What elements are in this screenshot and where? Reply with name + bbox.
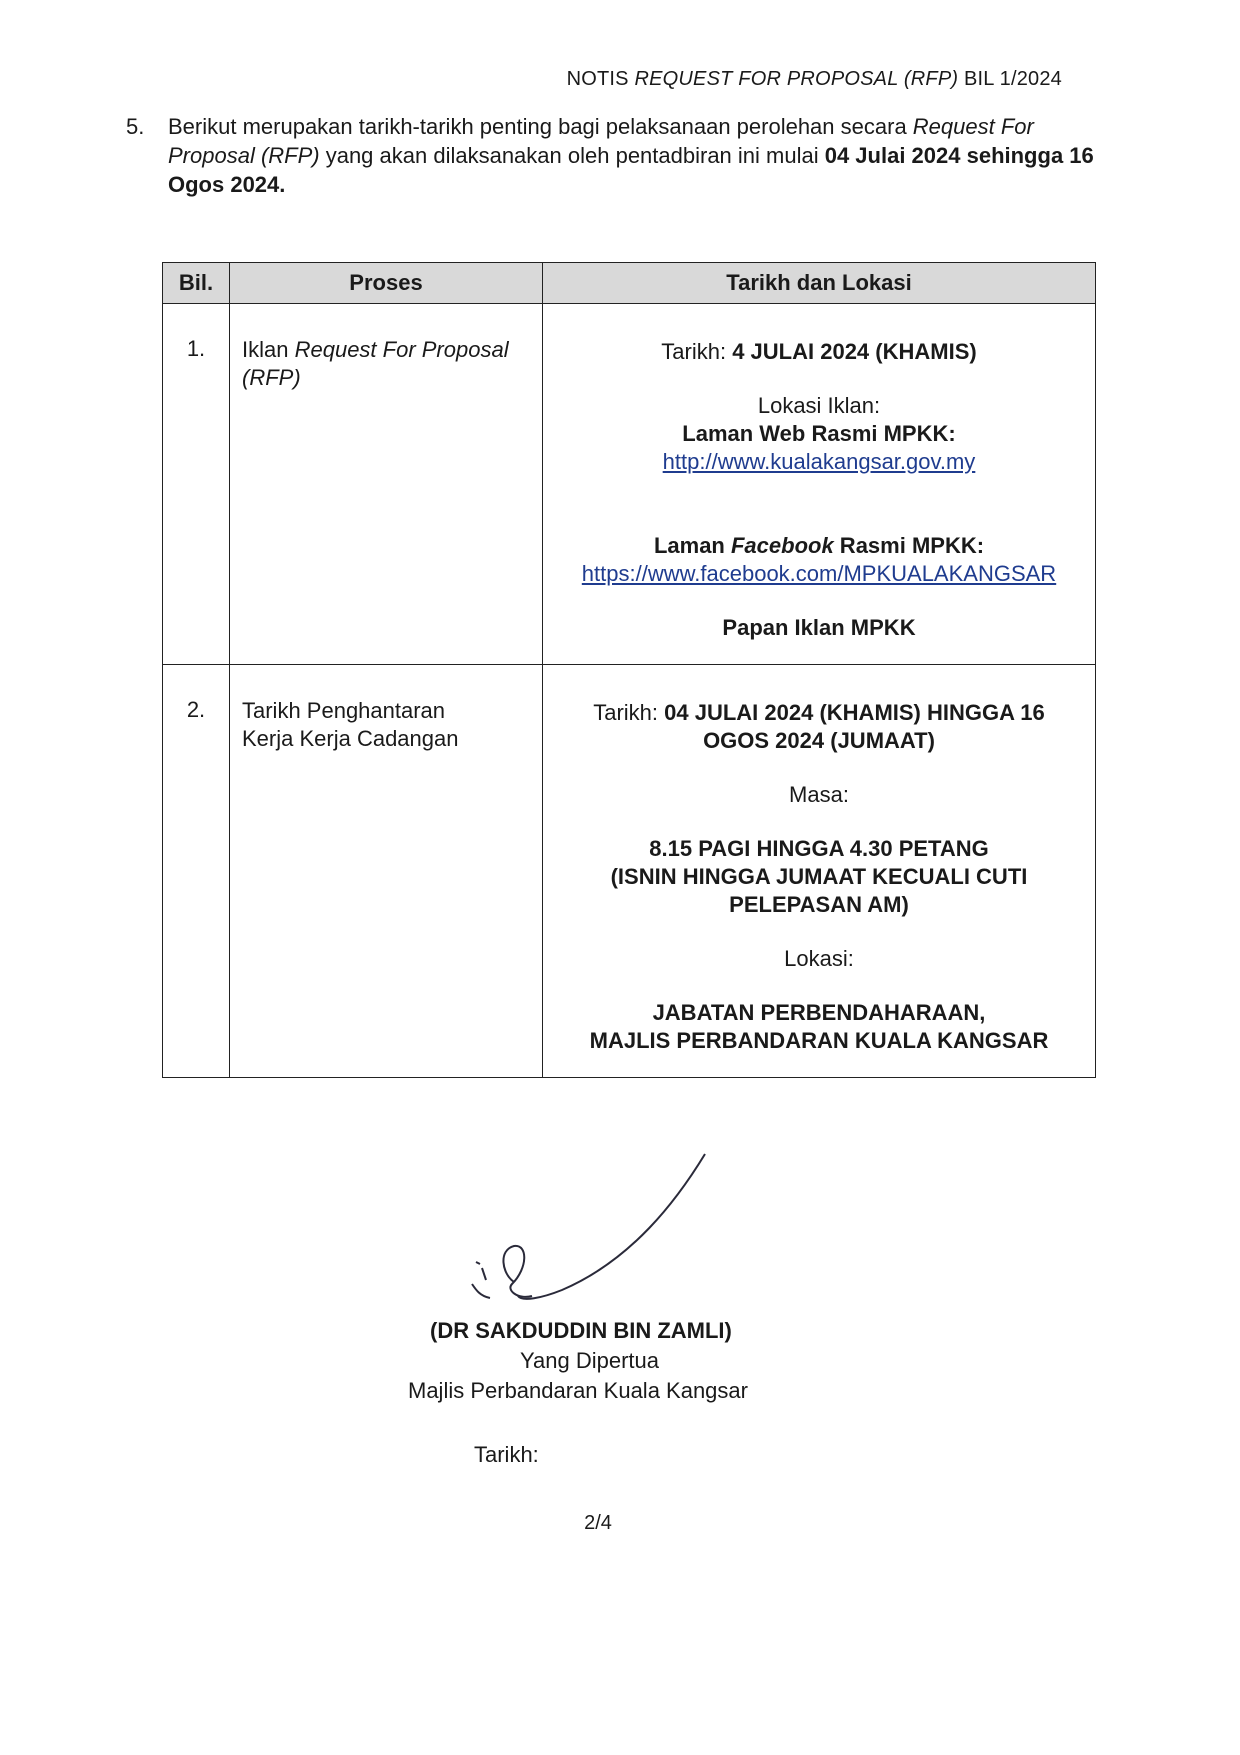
schedule-table [162, 262, 1096, 1078]
row1-papan-iklan: Papan Iklan MPKK [722, 615, 916, 640]
row1-proses: Iklan Request For Proposal (RFP) [230, 304, 543, 665]
page-number: 2/4 [584, 1512, 612, 1534]
row2-bil: 2. [163, 665, 230, 1078]
row1-web-label: Laman Web Rasmi MPKK: [682, 421, 956, 446]
row1-tarikh [543, 304, 1096, 665]
website-link[interactable]: http://www.kualakangsar.gov.my [662, 449, 976, 474]
row1-date: Tarikh: 4 JULAI 2024 (KHAMIS) [661, 339, 977, 364]
document-reference: NOTIS REQUEST FOR PROPOSAL (RFP) BIL 1/2024 [566, 68, 1062, 90]
table-header-row [163, 263, 1096, 304]
row2-date: Tarikh: 04 JULAI 2024 (KHAMIS) HINGGA 16 [593, 700, 1045, 725]
table-row [163, 304, 1096, 665]
row2-masa-label: Masa: [789, 782, 849, 807]
row1-bil: 1. [163, 304, 230, 665]
row1-lokasi-label: Lokasi Iklan: [757, 393, 881, 418]
row1-facebook-label: Laman Facebook Rasmi MPKK: [653, 533, 985, 558]
signatory-organization: Majlis Perbandaran Kuala Kangsar [408, 1378, 748, 1403]
paragraph-text: Berikut merupakan tarikh-tarikh penting bagi pelaksanaan perolehan secara Request For Proposal (RFP) yang akan dilaksanakan oleh pentadbiran ini mulai 04 Julai 2024 sehingga 16 Ogos 2024. [168, 114, 1094, 197]
header-bil: Bil. [163, 263, 230, 304]
row2-lokasi: JABATAN PERBENDAHARAAN, [652, 1000, 986, 1025]
header-proses: Proses [230, 263, 543, 304]
row2-lokasi-label: Lokasi: [784, 946, 854, 971]
paragraph-number: 5. [126, 114, 145, 139]
row2-proses: Tarikh Penghantaran Kerja Kerja Cadangan [230, 665, 543, 1078]
header-tarikh: Tarikh dan Lokasi [543, 263, 1096, 304]
signatory-date-label: Tarikh: [474, 1442, 539, 1467]
row2-tarikh: Tarikh: 04 JULAI 2024 (KHAMIS) HINGGA 16 OGOS 2024 (JUMAAT) Masa: 8.15 PAGI HINGGA 4.30 PETANG (ISNIN HINGGA JUMAAT KECUALI CUTI PELEPASAN AM) Lokasi: JABATAN PERBENDAHARAAN, MAJLIS PERBANDARAN KUALA KANGSAR [543, 665, 1096, 1078]
signatory-role: Yang Dipertua [520, 1348, 660, 1373]
signature-icon [462, 1150, 732, 1310]
signatory-name: (DR SAKDUDDIN BIN ZAMLI) [430, 1318, 732, 1343]
facebook-link[interactable]: https://www.facebook.com/MPKUALAKANGSAR [581, 561, 1057, 586]
intro-paragraph [126, 112, 1096, 199]
table-row [163, 665, 1096, 1078]
row2-masa: 8.15 PAGI HINGGA 4.30 PETANG [649, 836, 989, 861]
